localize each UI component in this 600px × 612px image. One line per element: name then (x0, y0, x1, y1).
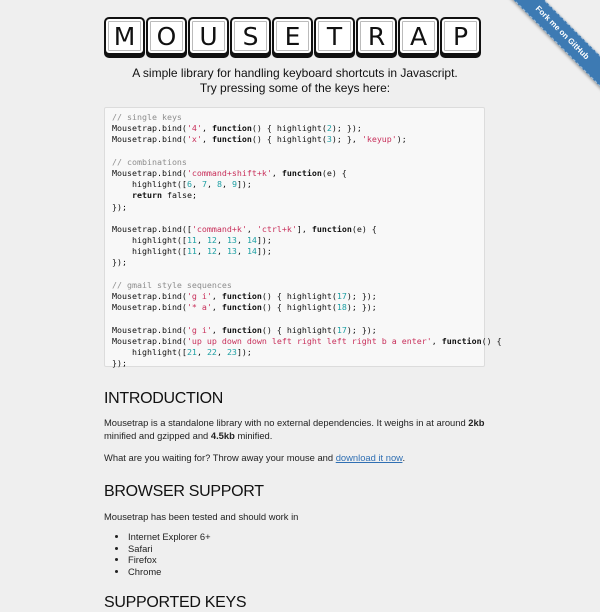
code-line (112, 269, 477, 280)
code-line: highlight([21, 22, 23]); (112, 346, 252, 357)
code-line: return false; (131, 190, 197, 201)
browser-support-text: Mousetrap has been tested and should work in (104, 511, 299, 522)
code-line: }); (112, 257, 127, 268)
fork-me-ribbon[interactable]: Fork me on GitHub (505, 0, 600, 90)
title-key: M (104, 17, 145, 55)
code-example (104, 107, 502, 369)
code-line: Mousetrap.bind('g i', function() { highlight(17); }); (112, 291, 377, 301)
title-key: R (356, 17, 397, 55)
code-line: // combinations (112, 156, 187, 167)
code-line: Mousetrap.bind(['command+k', 'ctrl+k'], function(e) { (112, 223, 377, 234)
title-key: O (146, 17, 187, 55)
title-key: T (314, 17, 355, 55)
code-line: highlight([6, 7, 8, 9]); (112, 179, 252, 190)
title-key: P (440, 17, 481, 55)
code-line: Mousetrap.bind('4', function() { highlight(2); }); (112, 123, 362, 134)
browser-support-heading: BROWSER SUPPORT (104, 483, 264, 500)
browser-item: • Firefox (128, 554, 494, 566)
tagline (0, 66, 590, 96)
code-line: }); (112, 358, 127, 369)
next-section (104, 594, 494, 612)
browser-item: • Internet Explorer 6+ (128, 531, 494, 543)
title-key: A (398, 17, 439, 55)
code-line: Mousetrap.bind('x', function() { highlight(3); }, 'keyup'); (112, 134, 407, 145)
browser-support-section (104, 483, 494, 577)
title-key: E (272, 17, 313, 55)
introduction-section (104, 390, 494, 464)
tagline-line-2: Try pressing some of the keys here: (199, 81, 391, 95)
code-line: highlight([11, 12, 13, 14]); (112, 235, 272, 246)
code-line: highlight([11, 12, 13, 14]); (112, 246, 272, 257)
logo-title (104, 17, 481, 55)
tagline-line-1: A simple library for handling keyboard shortcuts in Javascript. (132, 66, 458, 80)
code-line: // gmail style sequences (112, 279, 232, 290)
title-key: S (230, 17, 271, 55)
code-line: // single keys (112, 112, 182, 122)
browser-list (104, 531, 494, 577)
title-key: U (188, 17, 229, 55)
code-line (112, 146, 477, 157)
code-line: }); (112, 201, 127, 212)
code-line: Mousetrap.bind('command+shift+k', function(e) { (112, 167, 347, 178)
download-paragraph: What are you waiting for? Throw away your mouse and download it now. (104, 452, 406, 463)
code-line: Mousetrap.bind('up up down down left right left right b a enter', function() { (112, 335, 502, 346)
code-line: Mousetrap.bind('* a', function() { highlight(18); }); (112, 302, 377, 313)
browser-item: • Safari (128, 543, 494, 555)
code-line (112, 313, 477, 324)
browser-item: • Chrome (128, 566, 494, 578)
introduction-paragraph: Mousetrap is a standalone library with no external dependencies. It weighs in at around 2kb minified and gzipped and 4.5kb minified. (104, 417, 485, 441)
download-link[interactable]: download it now (335, 452, 403, 463)
next-section-heading: SUPPORTED KEYS (104, 594, 247, 611)
code-line: Mousetrap.bind('g i', function() { highlight(17); }); (112, 324, 377, 335)
code-line (112, 213, 477, 224)
introduction-heading: INTRODUCTION (104, 390, 224, 407)
